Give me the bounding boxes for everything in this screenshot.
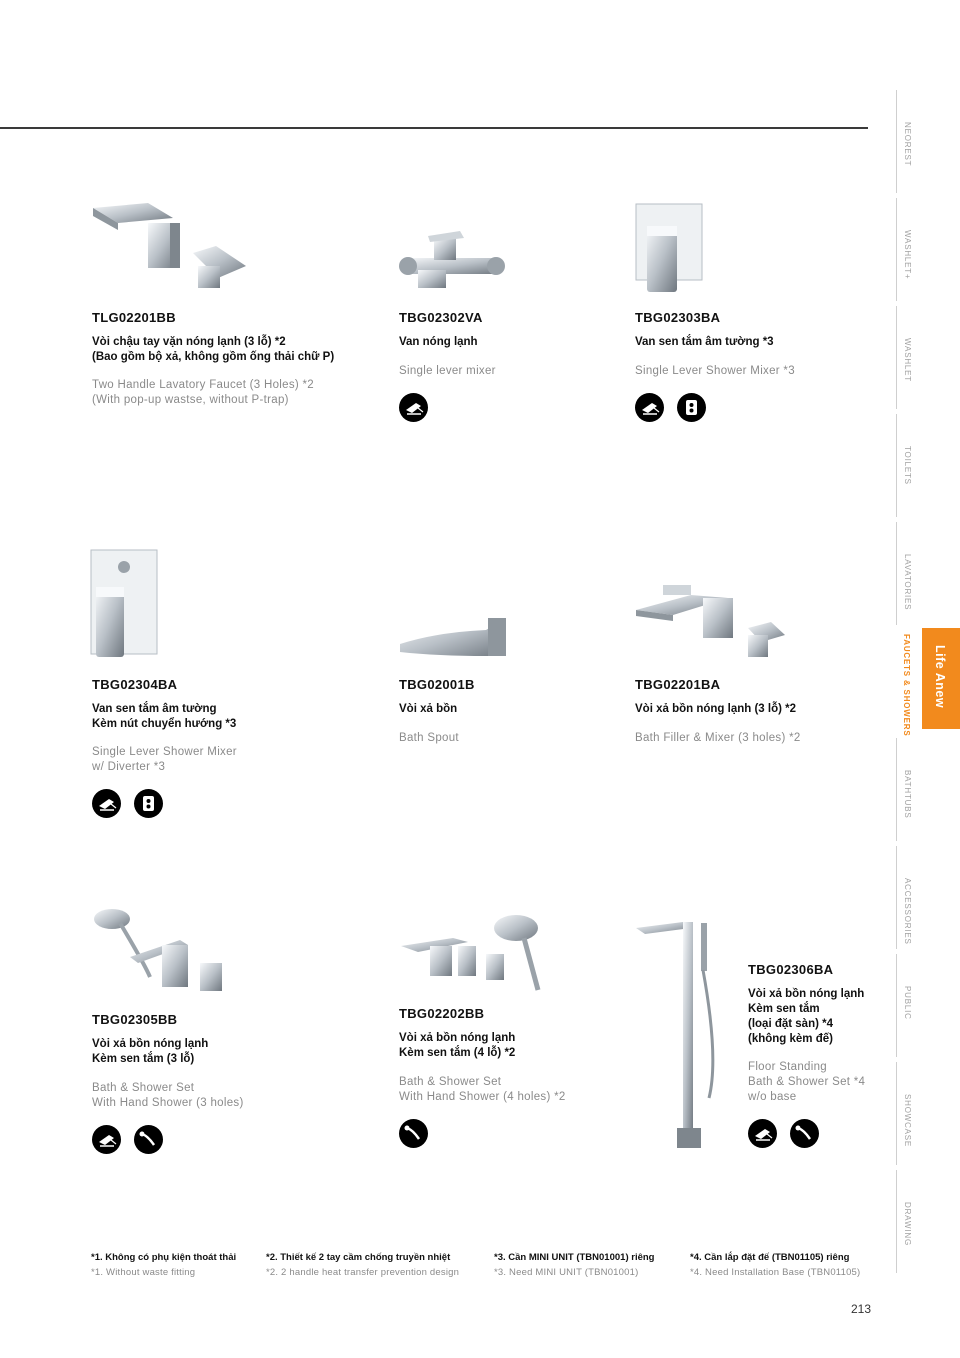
footnote-1 bbox=[91, 1252, 236, 1278]
feature-icons bbox=[748, 1119, 819, 1148]
page-number: 213 bbox=[851, 1302, 872, 1316]
footnote-en: *1. Without waste fitting bbox=[91, 1267, 196, 1278]
tab-accessories[interactable] bbox=[896, 846, 960, 949]
mini-unit-icon bbox=[677, 393, 706, 422]
product-name-vn: Van sen tắm âm tường *3 bbox=[635, 336, 774, 348]
footnote-vn: *4. Cần lắp đặt đế (TBN01105) riêng bbox=[690, 1252, 850, 1263]
tab-label: PUBLIC bbox=[903, 986, 912, 1020]
product-code: TBG02305BB bbox=[92, 1012, 178, 1027]
tab-label: WASHLET bbox=[903, 338, 912, 382]
tab-washlet[interactable] bbox=[896, 306, 960, 409]
product-image-tbg02302va bbox=[398, 228, 508, 294]
tab-drawing[interactable] bbox=[896, 1170, 960, 1273]
faucet-icon bbox=[748, 1119, 777, 1148]
feature-icons bbox=[92, 789, 163, 818]
footnote-4 bbox=[690, 1252, 860, 1278]
feature-icons bbox=[92, 1125, 163, 1154]
product-name-en: Single Lever Shower Mixer w/ Diverter *3 bbox=[92, 746, 237, 773]
footnote-en: *4. Need Installation Base (TBN01105) bbox=[690, 1267, 861, 1278]
product-image-tbg02201ba bbox=[633, 580, 788, 660]
product-name-en: Single lever mixer bbox=[399, 365, 496, 377]
tab-label: WASHLET+ bbox=[903, 230, 912, 280]
tab-label: SHOWCASE bbox=[903, 1094, 912, 1148]
shower-icon bbox=[399, 1119, 428, 1148]
tab-neorest[interactable] bbox=[896, 90, 960, 193]
tab-label: BATHTUBS bbox=[903, 770, 912, 819]
product-code: TBG02202BB bbox=[399, 1006, 485, 1021]
collection-label: Life Anew bbox=[933, 645, 947, 709]
tab-washlet-plus[interactable] bbox=[896, 198, 960, 301]
product-code: TBG02304BA bbox=[92, 677, 178, 692]
feature-icons bbox=[635, 393, 706, 422]
product-name-en: Bath Filler & Mixer (3 holes) *2 bbox=[635, 732, 801, 744]
product-name-vn: Vòi xả bồn nóng lạnh Kèm sen tắm (4 lỗ) *2 bbox=[399, 1032, 516, 1059]
footnote-2 bbox=[266, 1252, 459, 1278]
tab-label: ACCESSORIES bbox=[903, 878, 912, 945]
feature-icons bbox=[399, 1119, 428, 1148]
product-name-vn: Vòi xả bồn bbox=[399, 703, 458, 715]
product-name-en: Bath & Shower Set With Hand Shower (3 holes) bbox=[92, 1082, 244, 1109]
product-image-tbg02202bb bbox=[398, 910, 558, 1000]
product-image-tbg02306ba bbox=[633, 918, 723, 1150]
footnote-en: *2. 2 handle heat transfer prevention design bbox=[266, 1267, 460, 1278]
faucet-icon bbox=[399, 393, 428, 422]
product-name-vn: Vòi xả bồn nóng lạnh Kèm sen tắm (loại đặt sàn) *4 (không kèm đế) bbox=[748, 988, 865, 1045]
faucet-icon bbox=[92, 789, 121, 818]
tab-label: DRAWING bbox=[903, 1202, 912, 1246]
product-name-en: Single Lever Shower Mixer *3 bbox=[635, 365, 795, 377]
product-image-tbg02303ba bbox=[633, 201, 705, 296]
tab-toilets[interactable] bbox=[896, 414, 960, 517]
product-name-en: Bath & Shower Set With Hand Shower (4 holes) *2 bbox=[399, 1076, 566, 1103]
footnote-en: *3. Need MINI UNIT (TBN01001) bbox=[494, 1267, 639, 1278]
product-image-tlg02201bb bbox=[88, 198, 253, 298]
footnote-vn: *2. Thiết kế 2 tay cầm chống truyền nhiệt bbox=[266, 1252, 451, 1263]
footnote-vn: *1. Không có phụ kiện thoát thải bbox=[91, 1252, 237, 1263]
tab-bathtubs[interactable] bbox=[896, 738, 960, 841]
product-name-vn: Vòi xả bồn nóng lạnh Kèm sen tắm (3 lỗ) bbox=[92, 1038, 209, 1065]
mini-unit-icon bbox=[134, 789, 163, 818]
tab-label: LAVATORIES bbox=[903, 554, 912, 611]
footnote-vn: *3. Cần MINI UNIT (TBN01001) riêng bbox=[494, 1252, 655, 1263]
product-code: TBG02302VA bbox=[399, 310, 483, 325]
product-name-en: Two Handle Lavatory Faucet (3 Holes) *2 (With pop-up wastse, without P-trap) bbox=[92, 379, 314, 406]
product-code: TLG02201BB bbox=[92, 310, 176, 325]
product-code: TBG02303BA bbox=[635, 310, 721, 325]
product-code: TBG02001B bbox=[399, 677, 475, 692]
tab-label: FAUCETS & SHOWERS bbox=[902, 634, 911, 737]
tab-lavatories[interactable] bbox=[896, 522, 960, 625]
tab-showcase[interactable] bbox=[896, 1062, 960, 1165]
product-image-tbg02305bb bbox=[90, 905, 225, 995]
product-name-vn: Vòi xả bồn nóng lạnh (3 lỗ) *2 bbox=[635, 703, 797, 715]
product-name-en: Bath Spout bbox=[399, 732, 459, 744]
product-name-vn: Vòi chậu tay vặn nóng lạnh (3 lỗ) *2 (Bao gồm bộ xả, không gồm ống thải chữ P) bbox=[92, 336, 335, 363]
top-rule bbox=[0, 127, 868, 129]
shower-icon bbox=[790, 1119, 819, 1148]
tab-public[interactable] bbox=[896, 954, 960, 1057]
product-image-tbg02001b bbox=[398, 612, 510, 660]
tab-label: TOILETS bbox=[903, 446, 912, 485]
collection-badge bbox=[922, 628, 960, 729]
product-image-tbg02304ba bbox=[88, 547, 160, 662]
faucet-icon bbox=[635, 393, 664, 422]
product-code: TBG02306BA bbox=[748, 962, 834, 977]
product-name-vn: Van sen tắm âm tường Kèm nút chuyển hướng *3 bbox=[92, 703, 237, 730]
product-name-vn: Van nóng lạnh bbox=[399, 336, 478, 348]
product-name-en: Floor Standing Bath & Shower Set *4 w/o base bbox=[748, 1061, 866, 1103]
faucet-icon bbox=[92, 1125, 121, 1154]
footnote-3 bbox=[494, 1252, 654, 1278]
shower-icon bbox=[134, 1125, 163, 1154]
product-code: TBG02201BA bbox=[635, 677, 721, 692]
tab-label: NEOREST bbox=[903, 122, 912, 167]
feature-icons bbox=[399, 393, 428, 422]
